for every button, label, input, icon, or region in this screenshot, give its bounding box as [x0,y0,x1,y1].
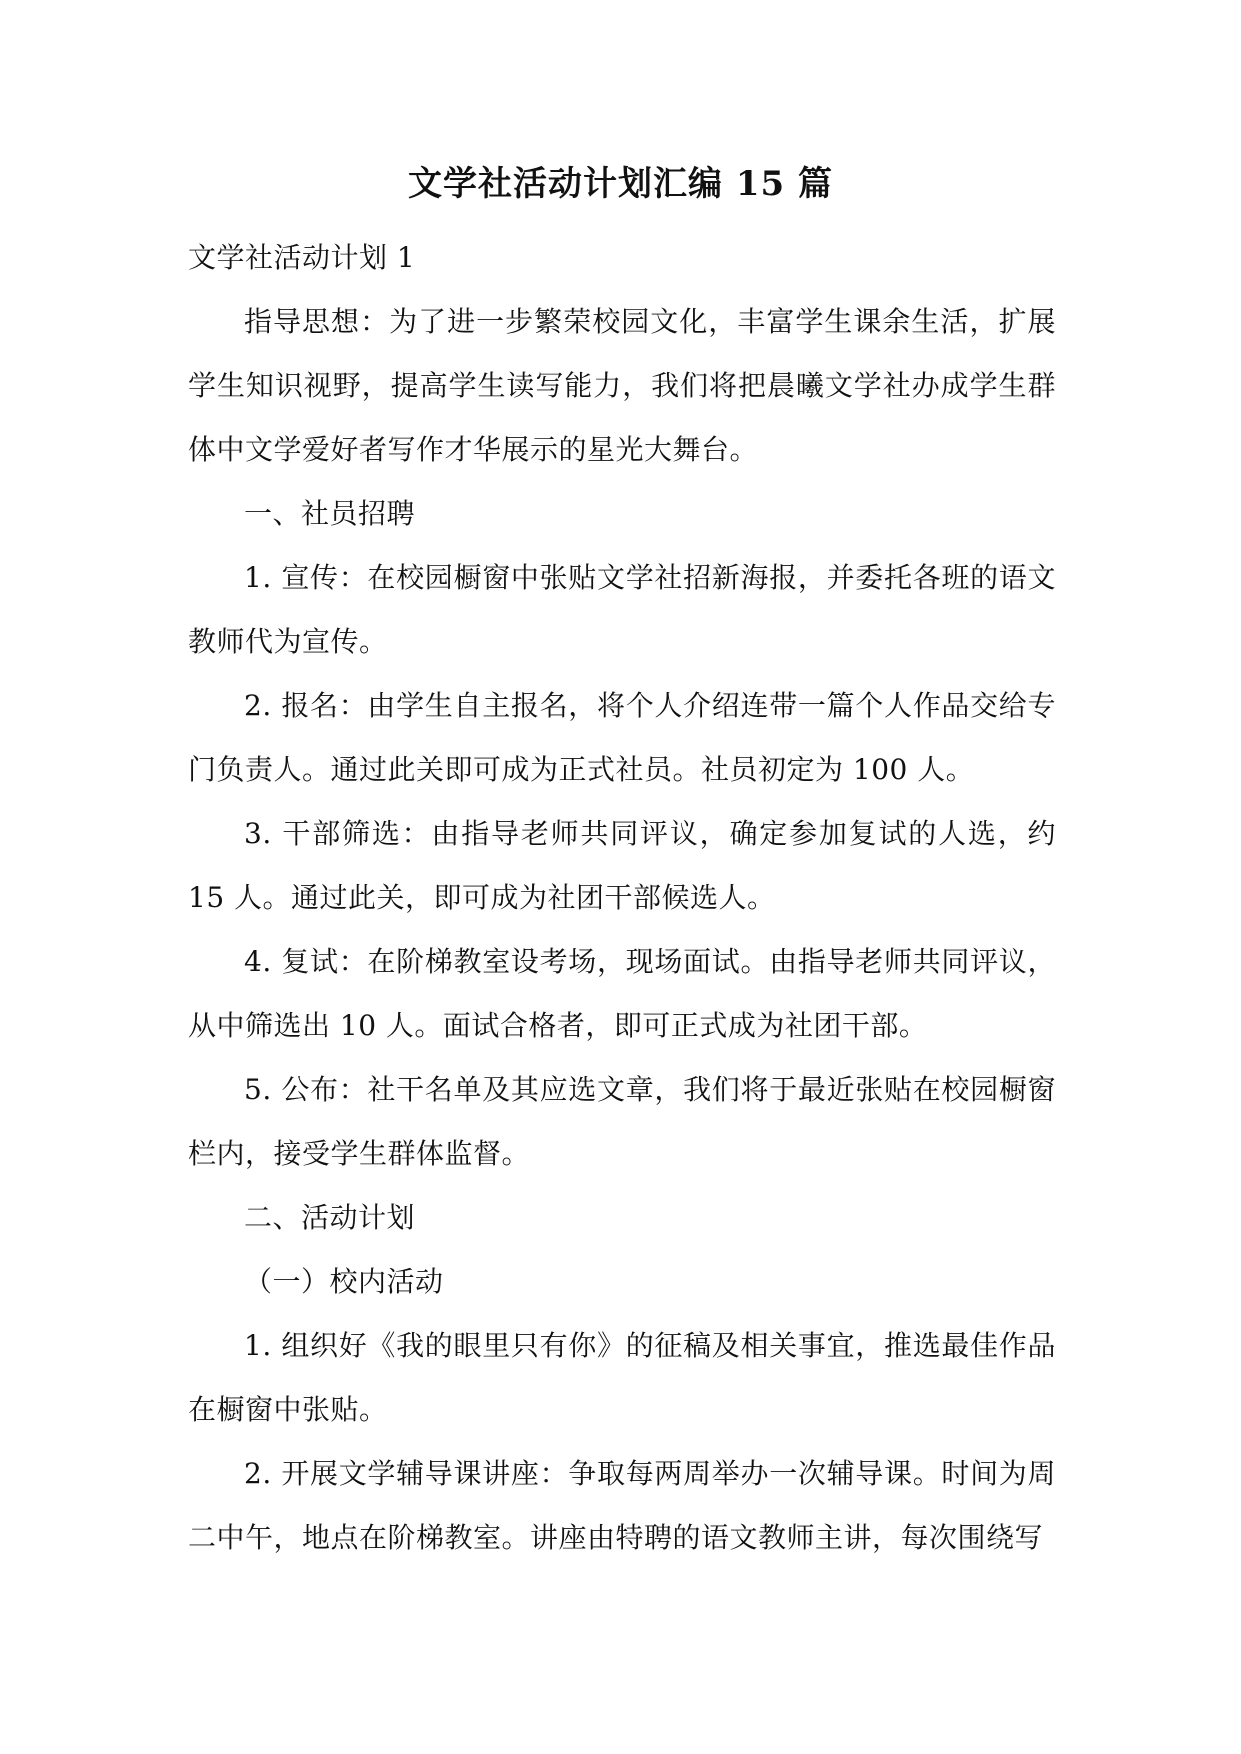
section-heading-plan-1: 文学社活动计划 1 [188,241,416,274]
list-item-essay-contest: 1. 组织好《我的眼里只有你》的征稿及相关事宜，推选最佳作品在橱窗中张贴。 [188,1329,1056,1426]
paragraph-guiding-thought: 指导思想：为了进一步繁荣校园文化，丰富学生课余生活，扩展学生知识视野，提高学生读写能力，我们将把晨曦文学社办成学生群体中文学爱好者写作才华展示的星光大舞台。 [188,305,1056,466]
list-item-announcement: 5. 公布：社干名单及其应选文章，我们将于最近张贴在校园橱窗栏内，接受学生群体监督。 [188,1073,1056,1170]
document-title: 文学社活动计划汇编 15 篇 [408,164,833,204]
document-body [188,226,1056,1570]
heading-activity-plan: 二、活动计划 [244,1201,416,1234]
list-item-lectures: 2. 开展文学辅导课讲座：争取每两周举办一次辅导课。时间为周二中午，地点在阶梯教室。讲座由特聘的语文教师主讲，每次围绕写 [188,1457,1056,1554]
list-item-publicity: 1. 宣传：在校园橱窗中张贴文学社招新海报，并委托各班的语文教师代为宣传。 [188,561,1056,658]
list-item-cadre-screening: 3. 干部筛选：由指导老师共同评议，确定参加复试的人选，约 15 人。通过此关，即可成为社团干部候选人。 [188,817,1056,914]
list-item-interview: 4. 复试：在阶梯教室设考场，现场面试。由指导老师共同评议，从中筛选出 10 人。面试合格者，即可正式成为社团干部。 [188,945,1056,1042]
heading-member-recruitment: 一、社员招聘 [244,497,416,530]
list-item-registration: 2. 报名：由学生自主报名，将个人介绍连带一篇个人作品交给专门负责人。通过此关即可成为正式社员。社员初定为 100 人。 [188,689,1056,786]
subheading-campus-activities: （一）校内活动 [244,1265,444,1298]
